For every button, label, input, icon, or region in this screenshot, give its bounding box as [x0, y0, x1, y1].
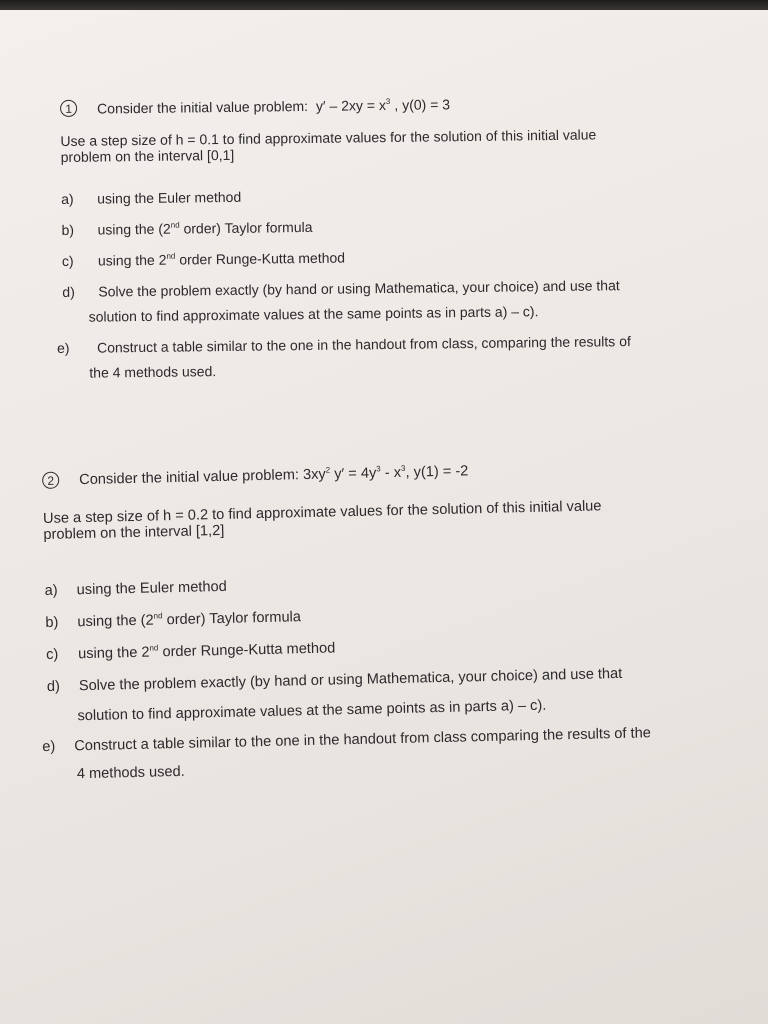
- problem-2-equation: Consider the initial value problem: $3xy^2$ $y' = 4y^3 - x^3$: [79, 463, 406, 488]
- part-d: d) Solve the problem exactly (by hand or using Mathematica, your choice) and use that: [62, 277, 620, 300]
- part-c: c) using the 2nd order Runge-Kutta method: [45, 640, 336, 663]
- part-e-continued: the 4 methods used.: [89, 363, 217, 381]
- part-e-continued: 4 methods used.: [76, 763, 185, 783]
- paper-sheet: [0, 10, 768, 1024]
- problem-2-instructions: Use a step size of h = 0.2 to find approximate values for the solution of this initial value problem on the interval [1,2]: [42, 498, 602, 543]
- problem-1-instructions: Use a step size of h = 0.1 to find approximate values for the solution of this initial value problem on the interval [0,1]: [60, 126, 597, 165]
- part-d-continued: solution to find approximate values at the same points as in parts a) – c).: [88, 303, 539, 325]
- problem-1-lead: Consider the initial value problem:: [97, 97, 309, 117]
- problem-2-header: [42, 456, 758, 489]
- problem-1: [56, 92, 723, 381]
- part-b: b) using the (2nd order) Taylor formula: [45, 609, 302, 631]
- problem-1-header: [60, 92, 720, 117]
- part-a: a) using the Euler method: [44, 578, 227, 599]
- background-edge: [0, 0, 768, 10]
- problem-1-parts: [56, 183, 723, 381]
- part-e: e) Construct a table similar to the one in the handout from class, comparing the results of: [56, 333, 631, 357]
- problem-1-equation: $y' - 2xy = x^3$: [315, 96, 391, 114]
- problem-2-number: 2: [42, 472, 59, 489]
- part-d: d) Solve the problem exactly (by hand or using Mathematica, your choice) and use that: [46, 665, 623, 695]
- problem-2-condition: , y(1) = -2: [405, 462, 469, 481]
- problem-1-number: 1: [60, 100, 77, 117]
- part-e: e) Construct a table similar to the one in the handout from class comparing the results of the: [42, 725, 652, 756]
- part-b: b) using the (2nd order) Taylor formula: [61, 218, 313, 238]
- part-a: a) using the Euler method: [61, 188, 242, 207]
- problem-2-parts: [42, 567, 765, 783]
- part-d-continued: solution to find approximate values at the same points as in parts a) – c).: [77, 697, 547, 725]
- part-c: c) using the 2nd order Runge-Kutta method: [61, 249, 346, 269]
- worksheet-content: [0, 10, 768, 1024]
- problem-2: [42, 456, 765, 783]
- problem-1-condition: , y(0) = 3: [394, 95, 451, 113]
